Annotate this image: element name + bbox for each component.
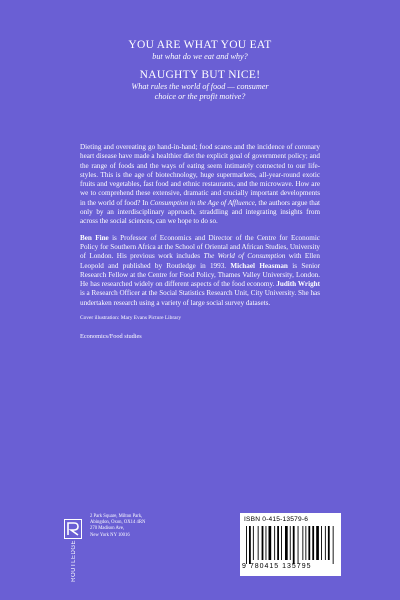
author-name: Judith Wright xyxy=(276,280,320,289)
publisher-logo-word: ROUTLEDGE xyxy=(71,540,77,582)
heading-secondary: NAUGHTY BUT NICE! xyxy=(139,69,261,81)
author-name: Ben Fine xyxy=(80,233,109,242)
author-bio-paragraph xyxy=(80,234,320,308)
author-bio-text: is Professor of Economics and Director of the Centre for Economic Policy for Southern Africa at the School of Oriental and African Studies, University of London. His previous work includes xyxy=(80,233,320,261)
address-line: 270 Madison Ave, xyxy=(90,526,125,532)
author-name: Michael Heasman xyxy=(230,261,288,270)
address-line: 2 Park Square, Milton Park, xyxy=(90,514,143,519)
subject-category: Economics/Food studies xyxy=(80,333,142,341)
heading-primary-subtitle: but what do we eat and why? xyxy=(152,52,248,61)
publisher-address xyxy=(90,514,180,539)
book-title: Consumption in the Age of Affluence xyxy=(149,198,255,207)
previous-work-title: The World of Consumption xyxy=(203,252,286,261)
blurb-paragraph xyxy=(80,143,320,227)
blurb-text-end: , the authors argue that only by an interdisciplinary approach, straddling and integrating insights from across the social sciences, can we hope to do so. xyxy=(80,198,320,226)
barcode-icon xyxy=(244,526,337,564)
heading-primary: YOU ARE WHAT YOU EAT xyxy=(128,39,272,51)
author-bio-text: is Senior Research Fellow at the Centre for Food Policy, Thames Valley University, London. He has researched widely on different aspects of the food economy. xyxy=(80,261,321,289)
blurb-text: Dieting and overeating go hand-in-hand; food scares and the incidence of coronary heart disease have made a healthier diet the explicit goal of government policy; and the range of foods and the ways of eating seem intimately connected to our life-styles. This is the age of biotechnology, huge supermarkets, all-year-round exotic fruits and vegetables, fast food and ethnic restaurants, and the microwave. How are we to comprehend these extensive, dramatic and crucially important developments in the world of food? In xyxy=(80,143,320,207)
isbn-barcode-block xyxy=(240,513,341,576)
author-bio-text: is a Research Officer at the Social Statistics Research Unit, City University. She has undertaken research using a variety of large social survey datasets. xyxy=(80,289,320,307)
address-line: Abingdon, Oxon, OX14 4RN xyxy=(90,520,146,526)
heading-secondary-subtitle-line1: What rules the world of food — consumer xyxy=(131,82,269,91)
cover-credit: Cover illustration: Mary Evans Picture Library xyxy=(80,315,182,322)
barcode-digits: 9 780415 135795 xyxy=(242,563,312,570)
routledge-r-icon xyxy=(64,519,82,539)
cover-headings xyxy=(0,38,400,102)
address-line: New York NY 10016 xyxy=(90,532,130,538)
author-bio-text: with Ellen Leopold and published by Routledge in 1993. xyxy=(80,252,321,270)
publisher-logo xyxy=(60,515,90,582)
blurb-column xyxy=(80,143,320,342)
heading-secondary-subtitle-line2: choice or the profit motive? xyxy=(154,92,246,101)
isbn-label: ISBN 0-415-13579-6 xyxy=(244,516,309,523)
